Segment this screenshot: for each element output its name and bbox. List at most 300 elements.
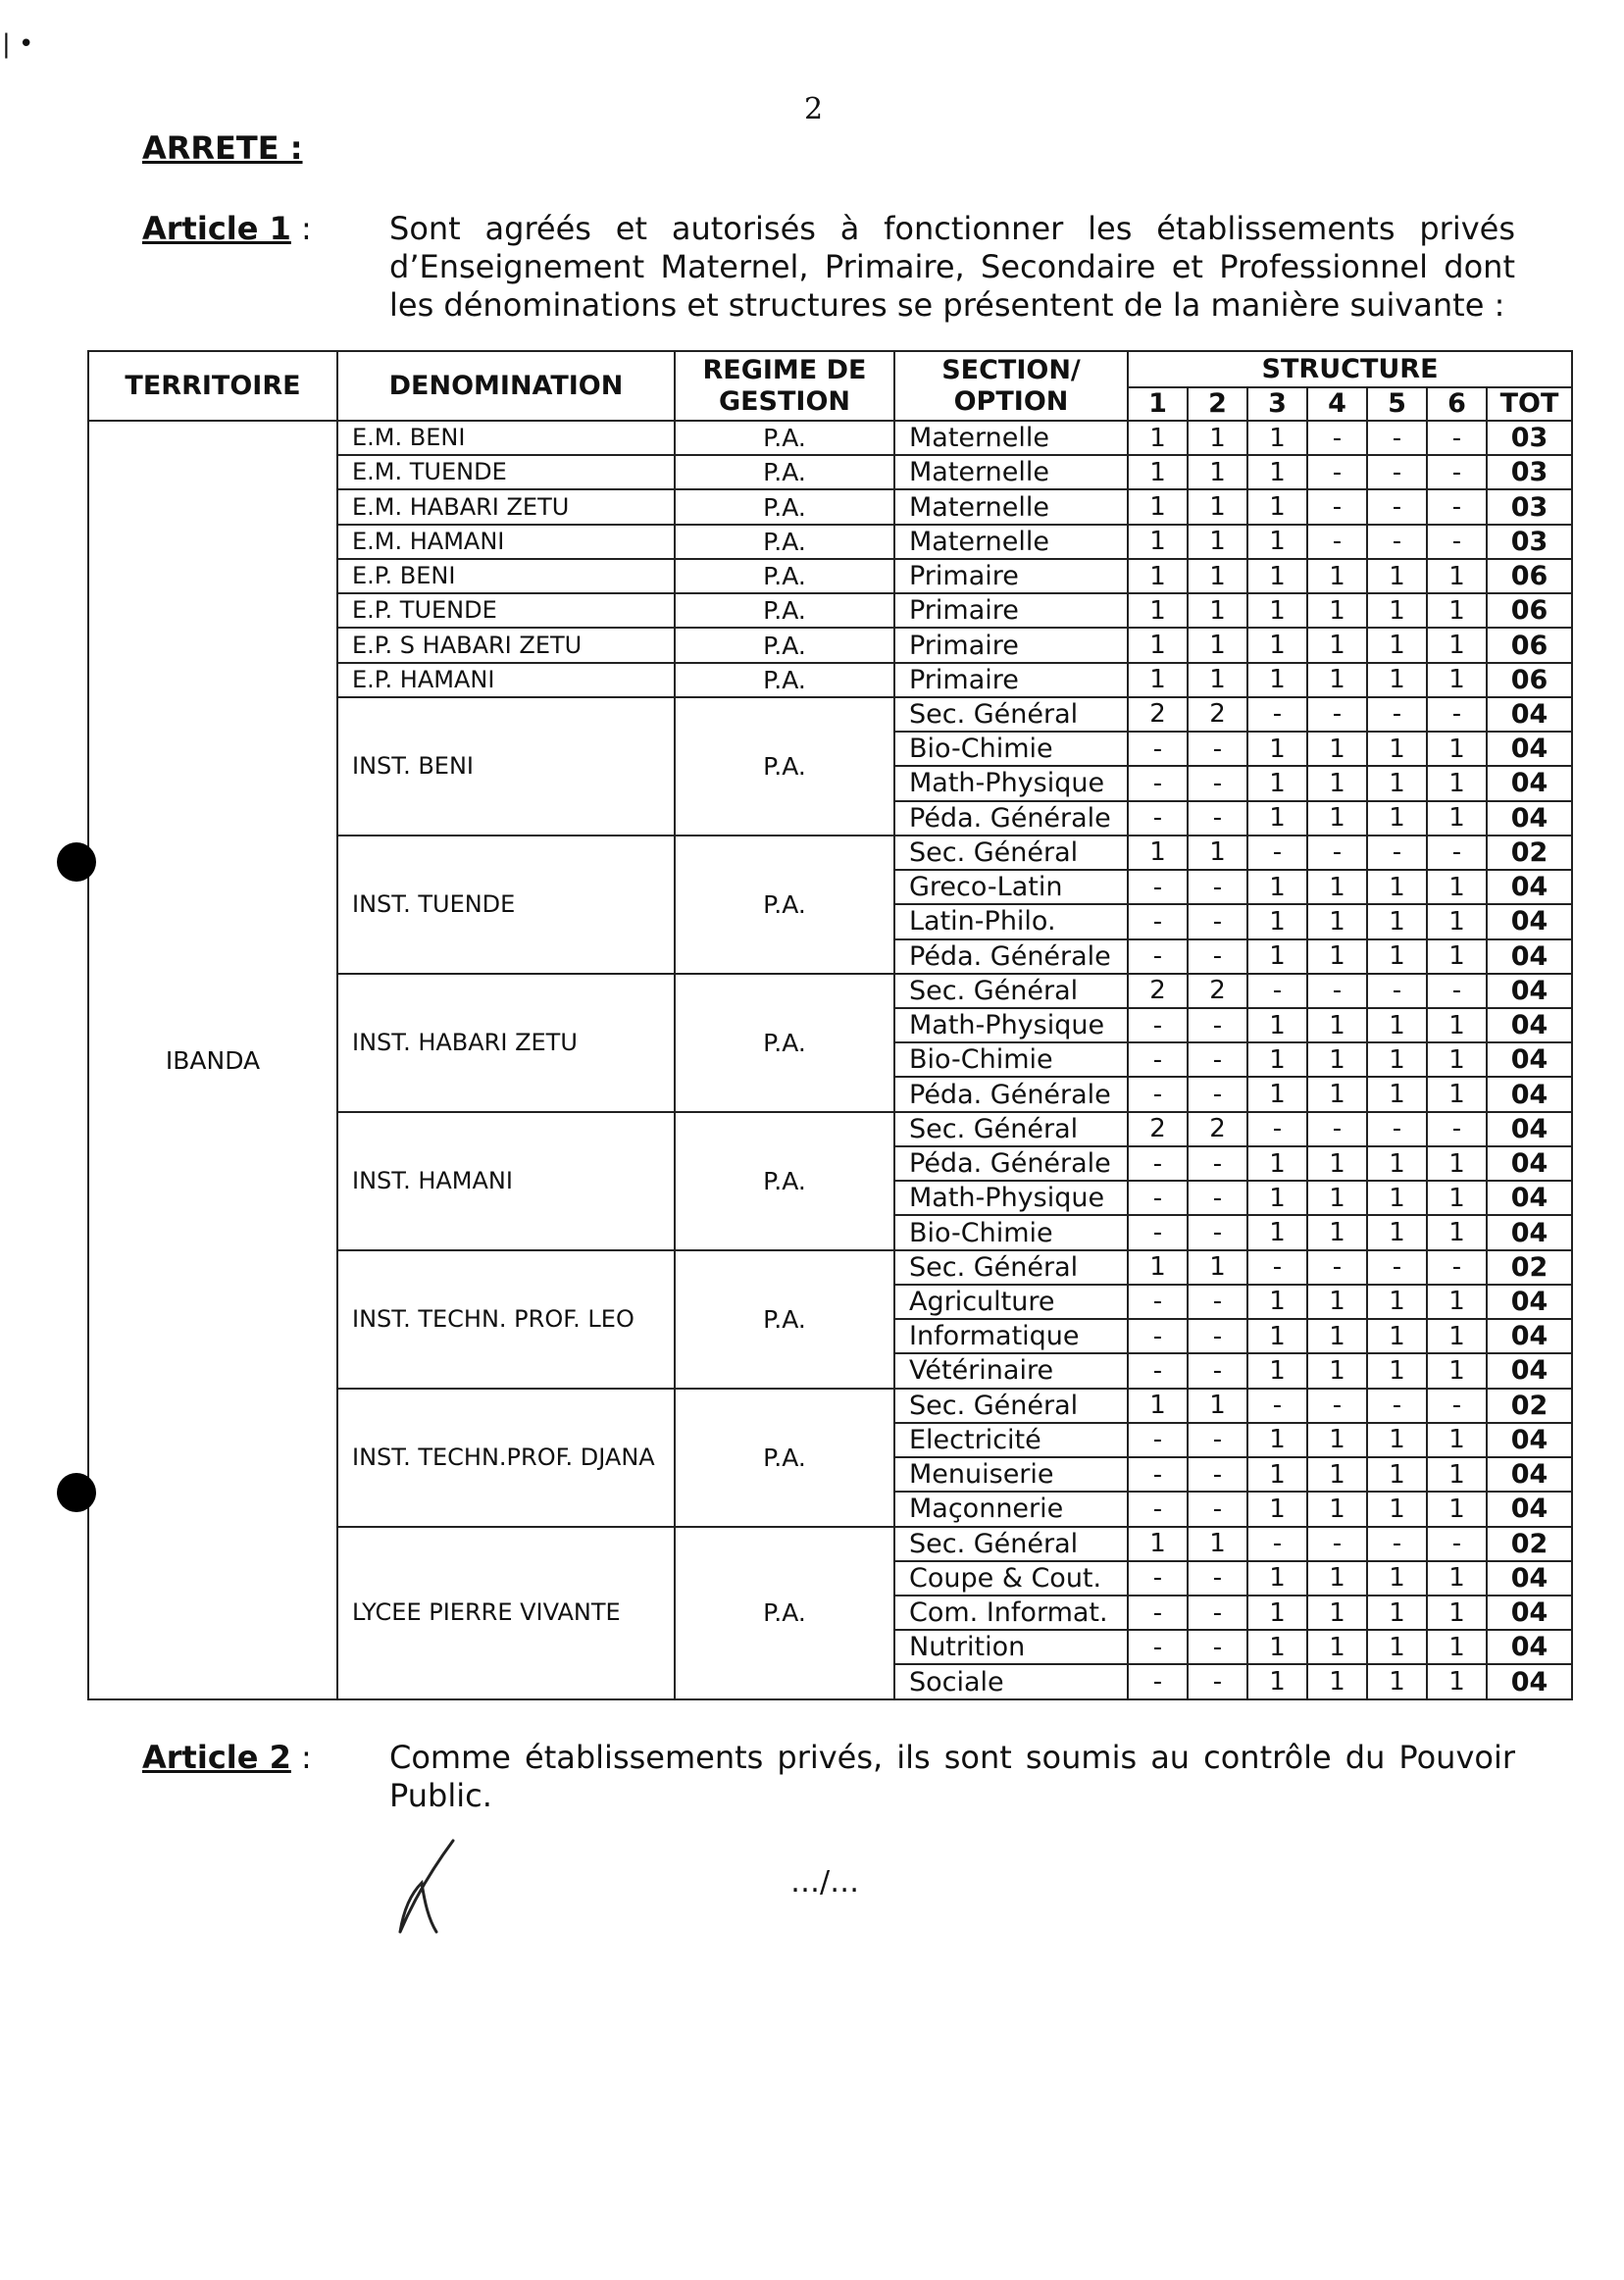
structure-cell-6: 1 bbox=[1427, 1319, 1487, 1353]
structure-cell-3: 1 bbox=[1247, 1146, 1307, 1181]
structure-cell-3: 1 bbox=[1247, 1077, 1307, 1111]
header-denomination: DENOMINATION bbox=[337, 351, 675, 421]
structure-cell-2: - bbox=[1188, 1596, 1247, 1630]
total-cell: 04 bbox=[1487, 1077, 1572, 1111]
structure-cell-4: 1 bbox=[1307, 870, 1367, 904]
section-cell: Bio-Chimie bbox=[894, 1042, 1128, 1077]
total-cell: 04 bbox=[1487, 974, 1572, 1008]
structure-cell-5: 1 bbox=[1367, 1042, 1427, 1077]
article2-label: Article 2 : bbox=[142, 1739, 312, 1776]
structure-cell-6: - bbox=[1427, 1112, 1487, 1146]
structure-cell-2: - bbox=[1188, 870, 1247, 904]
structure-cell-5: 1 bbox=[1367, 1596, 1427, 1630]
total-cell: 04 bbox=[1487, 1457, 1572, 1492]
structure-cell-2: 2 bbox=[1188, 1112, 1247, 1146]
structure-cell-2: 2 bbox=[1188, 974, 1247, 1008]
structure-cell-4: - bbox=[1307, 489, 1367, 524]
structure-cell-2: 1 bbox=[1188, 489, 1247, 524]
regime-cell: P.A. bbox=[675, 559, 894, 593]
total-cell: 06 bbox=[1487, 663, 1572, 697]
section-cell: Sec. Général bbox=[894, 836, 1128, 870]
structure-cell-5: - bbox=[1367, 836, 1427, 870]
structure-cell-5: 1 bbox=[1367, 1181, 1427, 1215]
denomination-cell: INST. TECHN. PROF. LEO bbox=[337, 1250, 675, 1389]
structure-cell-6: 1 bbox=[1427, 1353, 1487, 1388]
structure-cell-6: 1 bbox=[1427, 1423, 1487, 1457]
structure-cell-6: - bbox=[1427, 421, 1487, 455]
structure-cell-3: 1 bbox=[1247, 939, 1307, 974]
section-cell: Péda. Générale bbox=[894, 1077, 1128, 1111]
header-col-1: 1 bbox=[1128, 387, 1188, 421]
structure-cell-3: - bbox=[1247, 1389, 1307, 1423]
structure-cell-5: 1 bbox=[1367, 1319, 1427, 1353]
regime-cell: P.A. bbox=[675, 489, 894, 524]
structure-cell-3: - bbox=[1247, 974, 1307, 1008]
section-cell: Nutrition bbox=[894, 1630, 1128, 1664]
structure-cell-3: - bbox=[1247, 1250, 1307, 1285]
structure-cell-6: - bbox=[1427, 1250, 1487, 1285]
structure-cell-2: - bbox=[1188, 1353, 1247, 1388]
section-cell: Péda. Générale bbox=[894, 801, 1128, 836]
structure-cell-4: 1 bbox=[1307, 1561, 1367, 1596]
structure-cell-1: - bbox=[1128, 939, 1188, 974]
structure-cell-6: 1 bbox=[1427, 1285, 1487, 1319]
structure-cell-1: - bbox=[1128, 870, 1188, 904]
structure-cell-6: 1 bbox=[1427, 1492, 1487, 1526]
structure-cell-3: 1 bbox=[1247, 1423, 1307, 1457]
structure-cell-5: 1 bbox=[1367, 1146, 1427, 1181]
structure-cell-5: - bbox=[1367, 489, 1427, 524]
structure-cell-1: 1 bbox=[1128, 489, 1188, 524]
structure-cell-2: - bbox=[1188, 1492, 1247, 1526]
structure-cell-3: - bbox=[1247, 1112, 1307, 1146]
structure-cell-6: 1 bbox=[1427, 870, 1487, 904]
structure-cell-3: 1 bbox=[1247, 455, 1307, 489]
structure-cell-2: - bbox=[1188, 1664, 1247, 1699]
structure-cell-1: - bbox=[1128, 732, 1188, 766]
total-cell: 03 bbox=[1487, 455, 1572, 489]
structure-cell-4: - bbox=[1307, 836, 1367, 870]
structure-cell-1: 1 bbox=[1128, 559, 1188, 593]
total-cell: 04 bbox=[1487, 1112, 1572, 1146]
section-cell: Agriculture bbox=[894, 1285, 1128, 1319]
structure-cell-1: 1 bbox=[1128, 1250, 1188, 1285]
structure-cell-3: 1 bbox=[1247, 1561, 1307, 1596]
total-cell: 02 bbox=[1487, 836, 1572, 870]
structure-cell-4: 1 bbox=[1307, 1008, 1367, 1042]
structure-cell-5: 1 bbox=[1367, 1492, 1427, 1526]
structure-cell-5: 1 bbox=[1367, 559, 1427, 593]
section-cell: Maternelle bbox=[894, 455, 1128, 489]
section-cell: Sec. Général bbox=[894, 1389, 1128, 1423]
regime-cell: P.A. bbox=[675, 421, 894, 455]
structure-cell-2: 1 bbox=[1188, 525, 1247, 559]
regime-cell: P.A. bbox=[675, 1112, 894, 1250]
denomination-cell: E.P. BENI bbox=[337, 559, 675, 593]
structure-cell-3: 1 bbox=[1247, 870, 1307, 904]
header-col-6: 6 bbox=[1427, 387, 1487, 421]
structure-cell-4: 1 bbox=[1307, 1146, 1367, 1181]
structure-cell-6: 1 bbox=[1427, 1181, 1487, 1215]
structure-cell-4: 1 bbox=[1307, 1285, 1367, 1319]
structure-cell-3: 1 bbox=[1247, 1630, 1307, 1664]
structure-cell-3: 1 bbox=[1247, 628, 1307, 662]
total-cell: 04 bbox=[1487, 732, 1572, 766]
structure-cell-3: - bbox=[1247, 1527, 1307, 1561]
total-cell: 04 bbox=[1487, 1008, 1572, 1042]
structure-cell-5: 1 bbox=[1367, 1664, 1427, 1699]
structure-cell-5: - bbox=[1367, 455, 1427, 489]
structure-cell-6: 1 bbox=[1427, 1457, 1487, 1492]
structure-cell-5: - bbox=[1367, 1112, 1427, 1146]
structure-cell-3: 1 bbox=[1247, 525, 1307, 559]
structure-cell-6: 1 bbox=[1427, 1042, 1487, 1077]
section-cell: Math-Physique bbox=[894, 766, 1128, 800]
structure-cell-2: 1 bbox=[1188, 559, 1247, 593]
regime-cell: P.A. bbox=[675, 1250, 894, 1389]
total-cell: 04 bbox=[1487, 697, 1572, 732]
total-cell: 04 bbox=[1487, 1353, 1572, 1388]
structure-cell-4: 1 bbox=[1307, 801, 1367, 836]
structure-cell-4: - bbox=[1307, 1527, 1367, 1561]
structure-cell-1: - bbox=[1128, 1353, 1188, 1388]
structure-cell-1: - bbox=[1128, 1630, 1188, 1664]
structure-cell-6: 1 bbox=[1427, 801, 1487, 836]
structure-cell-1: - bbox=[1128, 1215, 1188, 1249]
structure-cell-6: 1 bbox=[1427, 1215, 1487, 1249]
header-territoire: TERRITOIRE bbox=[88, 351, 337, 421]
total-cell: 04 bbox=[1487, 1319, 1572, 1353]
structure-cell-1: - bbox=[1128, 1181, 1188, 1215]
structure-cell-1: - bbox=[1128, 1042, 1188, 1077]
total-cell: 02 bbox=[1487, 1250, 1572, 1285]
section-cell: Sec. Général bbox=[894, 697, 1128, 732]
structure-cell-6: 1 bbox=[1427, 663, 1487, 697]
regime-cell: P.A. bbox=[675, 1389, 894, 1527]
section-cell: Péda. Générale bbox=[894, 939, 1128, 974]
structure-cell-2: - bbox=[1188, 1319, 1247, 1353]
section-cell: Coupe & Cout. bbox=[894, 1561, 1128, 1596]
structure-cell-1: - bbox=[1128, 1457, 1188, 1492]
structure-cell-1: 1 bbox=[1128, 1527, 1188, 1561]
structure-cell-3: 1 bbox=[1247, 1319, 1307, 1353]
structure-cell-3: 1 bbox=[1247, 489, 1307, 524]
section-cell: Maternelle bbox=[894, 525, 1128, 559]
section-cell: Bio-Chimie bbox=[894, 1215, 1128, 1249]
structure-cell-4: 1 bbox=[1307, 1457, 1367, 1492]
denomination-cell: INST. HAMANI bbox=[337, 1112, 675, 1250]
section-cell: Math-Physique bbox=[894, 1008, 1128, 1042]
structure-cell-6: - bbox=[1427, 697, 1487, 732]
structure-cell-1: - bbox=[1128, 1664, 1188, 1699]
header-col-4: 4 bbox=[1307, 387, 1367, 421]
structure-cell-1: 1 bbox=[1128, 593, 1188, 628]
table-row bbox=[88, 421, 1572, 455]
total-cell: 04 bbox=[1487, 904, 1572, 938]
corner-mark: | • bbox=[2, 29, 34, 59]
structure-cell-1: 1 bbox=[1128, 628, 1188, 662]
structure-cell-4: 1 bbox=[1307, 904, 1367, 938]
structure-cell-5: 1 bbox=[1367, 1008, 1427, 1042]
structure-cell-5: - bbox=[1367, 974, 1427, 1008]
structure-cell-2: - bbox=[1188, 766, 1247, 800]
regime-cell: P.A. bbox=[675, 455, 894, 489]
total-cell: 06 bbox=[1487, 593, 1572, 628]
structure-cell-5: 1 bbox=[1367, 593, 1427, 628]
structure-cell-4: 1 bbox=[1307, 1077, 1367, 1111]
signature-mark bbox=[392, 1839, 481, 1937]
structure-cell-4: 1 bbox=[1307, 1664, 1367, 1699]
structure-cell-5: - bbox=[1367, 421, 1427, 455]
total-cell: 04 bbox=[1487, 1181, 1572, 1215]
structure-cell-3: 1 bbox=[1247, 801, 1307, 836]
article1-label: Article 1 : bbox=[142, 210, 312, 247]
structure-cell-1: 1 bbox=[1128, 663, 1188, 697]
structure-cell-4: 1 bbox=[1307, 1353, 1367, 1388]
section-cell: Latin-Philo. bbox=[894, 904, 1128, 938]
structure-cell-1: 1 bbox=[1128, 836, 1188, 870]
structure-cell-4: - bbox=[1307, 1112, 1367, 1146]
structure-cell-5: 1 bbox=[1367, 870, 1427, 904]
structure-cell-6: 1 bbox=[1427, 766, 1487, 800]
structure-cell-4: - bbox=[1307, 525, 1367, 559]
header-structure: STRUCTURE bbox=[1128, 351, 1572, 387]
header-col-tot: TOT bbox=[1487, 387, 1572, 421]
structure-cell-4: - bbox=[1307, 1389, 1367, 1423]
total-cell: 06 bbox=[1487, 559, 1572, 593]
structure-cell-4: - bbox=[1307, 697, 1367, 732]
denomination-cell: INST. HABARI ZETU bbox=[337, 974, 675, 1112]
denomination-cell: INST. BENI bbox=[337, 697, 675, 836]
section-cell: Sec. Général bbox=[894, 1112, 1128, 1146]
structure-cell-3: 1 bbox=[1247, 421, 1307, 455]
section-cell: Sec. Général bbox=[894, 974, 1128, 1008]
section-cell: Primaire bbox=[894, 628, 1128, 662]
section-cell: Maçonnerie bbox=[894, 1492, 1128, 1526]
total-cell: 06 bbox=[1487, 628, 1572, 662]
structure-cell-1: - bbox=[1128, 1596, 1188, 1630]
structure-cell-2: 1 bbox=[1188, 628, 1247, 662]
total-cell: 03 bbox=[1487, 489, 1572, 524]
section-cell: Sociale bbox=[894, 1664, 1128, 1699]
structure-cell-6: 1 bbox=[1427, 939, 1487, 974]
structure-cell-2: - bbox=[1188, 1423, 1247, 1457]
structure-cell-5: - bbox=[1367, 1250, 1427, 1285]
section-cell: Primaire bbox=[894, 663, 1128, 697]
structure-cell-5: - bbox=[1367, 525, 1427, 559]
section-cell: Com. Informat. bbox=[894, 1596, 1128, 1630]
structure-cell-1: - bbox=[1128, 801, 1188, 836]
structure-cell-5: 1 bbox=[1367, 1285, 1427, 1319]
denomination-cell: E.M. HAMANI bbox=[337, 525, 675, 559]
schools-table bbox=[87, 350, 1573, 1700]
structure-cell-1: - bbox=[1128, 1285, 1188, 1319]
total-cell: 04 bbox=[1487, 1285, 1572, 1319]
structure-cell-2: 1 bbox=[1188, 455, 1247, 489]
structure-cell-2: - bbox=[1188, 1181, 1247, 1215]
total-cell: 03 bbox=[1487, 421, 1572, 455]
structure-cell-3: 1 bbox=[1247, 1664, 1307, 1699]
structure-cell-6: 1 bbox=[1427, 628, 1487, 662]
total-cell: 04 bbox=[1487, 939, 1572, 974]
continuation-mark: …/… bbox=[790, 1865, 860, 1900]
section-cell: Bio-Chimie bbox=[894, 732, 1128, 766]
structure-cell-4: 1 bbox=[1307, 1319, 1367, 1353]
structure-cell-1: - bbox=[1128, 904, 1188, 938]
total-cell: 04 bbox=[1487, 1215, 1572, 1249]
structure-cell-5: 1 bbox=[1367, 1423, 1427, 1457]
structure-cell-5: 1 bbox=[1367, 904, 1427, 938]
structure-cell-6: - bbox=[1427, 489, 1487, 524]
punch-hole bbox=[57, 842, 96, 882]
header-section: SECTION/ OPTION bbox=[894, 351, 1128, 421]
page-number: 2 bbox=[804, 92, 824, 127]
structure-cell-1: 1 bbox=[1128, 1389, 1188, 1423]
section-cell: Primaire bbox=[894, 593, 1128, 628]
header-col-3: 3 bbox=[1247, 387, 1307, 421]
total-cell: 04 bbox=[1487, 1596, 1572, 1630]
section-cell: Maternelle bbox=[894, 489, 1128, 524]
structure-cell-3: 1 bbox=[1247, 1492, 1307, 1526]
structure-cell-1: - bbox=[1128, 1492, 1188, 1526]
total-cell: 03 bbox=[1487, 525, 1572, 559]
section-cell: Vétérinaire bbox=[894, 1353, 1128, 1388]
structure-cell-2: - bbox=[1188, 904, 1247, 938]
structure-cell-4: 1 bbox=[1307, 1042, 1367, 1077]
structure-cell-2: - bbox=[1188, 801, 1247, 836]
structure-cell-6: 1 bbox=[1427, 559, 1487, 593]
section-cell: Math-Physique bbox=[894, 1181, 1128, 1215]
structure-cell-6: 1 bbox=[1427, 904, 1487, 938]
structure-cell-5: 1 bbox=[1367, 1457, 1427, 1492]
structure-cell-4: 1 bbox=[1307, 732, 1367, 766]
total-cell: 04 bbox=[1487, 1492, 1572, 1526]
structure-cell-6: 1 bbox=[1427, 1146, 1487, 1181]
total-cell: 04 bbox=[1487, 1042, 1572, 1077]
structure-cell-2: - bbox=[1188, 1630, 1247, 1664]
structure-cell-5: 1 bbox=[1367, 1630, 1427, 1664]
structure-cell-3: 1 bbox=[1247, 1008, 1307, 1042]
structure-cell-2: 2 bbox=[1188, 697, 1247, 732]
structure-cell-3: 1 bbox=[1247, 559, 1307, 593]
structure-cell-3: 1 bbox=[1247, 663, 1307, 697]
regime-cell: P.A. bbox=[675, 593, 894, 628]
structure-cell-3: 1 bbox=[1247, 904, 1307, 938]
structure-cell-2: - bbox=[1188, 1077, 1247, 1111]
section-cell: Sec. Général bbox=[894, 1250, 1128, 1285]
structure-cell-1: - bbox=[1128, 1008, 1188, 1042]
regime-cell: P.A. bbox=[675, 663, 894, 697]
section-cell: Greco-Latin bbox=[894, 870, 1128, 904]
structure-cell-5: 1 bbox=[1367, 663, 1427, 697]
denomination-cell: E.M. TUENDE bbox=[337, 455, 675, 489]
regime-cell: P.A. bbox=[675, 628, 894, 662]
denomination-cell: E.P. HAMANI bbox=[337, 663, 675, 697]
header-regime: REGIME DE GESTION bbox=[675, 351, 894, 421]
structure-cell-6: - bbox=[1427, 1527, 1487, 1561]
total-cell: 02 bbox=[1487, 1389, 1572, 1423]
header-col-5: 5 bbox=[1367, 387, 1427, 421]
heading-arrete: ARRETE : bbox=[142, 129, 303, 167]
structure-cell-1: - bbox=[1128, 1561, 1188, 1596]
structure-cell-3: 1 bbox=[1247, 1596, 1307, 1630]
regime-cell: P.A. bbox=[675, 697, 894, 836]
structure-cell-5: - bbox=[1367, 697, 1427, 732]
structure-cell-5: 1 bbox=[1367, 766, 1427, 800]
structure-cell-6: - bbox=[1427, 974, 1487, 1008]
structure-cell-2: 1 bbox=[1188, 663, 1247, 697]
structure-cell-4: - bbox=[1307, 974, 1367, 1008]
structure-cell-2: 1 bbox=[1188, 1389, 1247, 1423]
header-col-2: 2 bbox=[1188, 387, 1247, 421]
structure-cell-4: 1 bbox=[1307, 1423, 1367, 1457]
structure-cell-2: 1 bbox=[1188, 421, 1247, 455]
structure-cell-6: 1 bbox=[1427, 1664, 1487, 1699]
total-cell: 04 bbox=[1487, 870, 1572, 904]
structure-cell-5: 1 bbox=[1367, 628, 1427, 662]
denomination-cell: E.P. TUENDE bbox=[337, 593, 675, 628]
structure-cell-6: 1 bbox=[1427, 1630, 1487, 1664]
total-cell: 04 bbox=[1487, 766, 1572, 800]
total-cell: 04 bbox=[1487, 1561, 1572, 1596]
structure-cell-5: - bbox=[1367, 1527, 1427, 1561]
structure-cell-5: 1 bbox=[1367, 939, 1427, 974]
structure-cell-1: - bbox=[1128, 1423, 1188, 1457]
structure-cell-2: - bbox=[1188, 1285, 1247, 1319]
structure-cell-1: - bbox=[1128, 1077, 1188, 1111]
structure-cell-4: - bbox=[1307, 421, 1367, 455]
structure-cell-1: - bbox=[1128, 1319, 1188, 1353]
structure-cell-2: - bbox=[1188, 732, 1247, 766]
structure-cell-2: - bbox=[1188, 939, 1247, 974]
structure-cell-2: - bbox=[1188, 1215, 1247, 1249]
structure-cell-6: 1 bbox=[1427, 1596, 1487, 1630]
regime-cell: P.A. bbox=[675, 836, 894, 974]
structure-cell-5: 1 bbox=[1367, 1077, 1427, 1111]
article1-text: Sont agréés et autorisés à fonctionner les établissements privés d’Enseignement Maternel, Primaire, Secondaire et Professionnel dont les dénominations et structures se présentent de la manière suivante : bbox=[389, 210, 1515, 324]
structure-cell-3: 1 bbox=[1247, 1285, 1307, 1319]
structure-cell-3: 1 bbox=[1247, 1353, 1307, 1388]
punch-hole bbox=[57, 1473, 96, 1512]
structure-cell-4: 1 bbox=[1307, 1492, 1367, 1526]
structure-cell-1: 2 bbox=[1128, 1112, 1188, 1146]
structure-cell-1: - bbox=[1128, 766, 1188, 800]
total-cell: 04 bbox=[1487, 1423, 1572, 1457]
denomination-cell: INST. TECHN.PROF. DJANA bbox=[337, 1389, 675, 1527]
structure-cell-4: 1 bbox=[1307, 1215, 1367, 1249]
structure-cell-3: 1 bbox=[1247, 1181, 1307, 1215]
structure-cell-6: - bbox=[1427, 836, 1487, 870]
structure-cell-3: 1 bbox=[1247, 593, 1307, 628]
structure-cell-1: 1 bbox=[1128, 455, 1188, 489]
structure-cell-3: 1 bbox=[1247, 766, 1307, 800]
structure-cell-2: 1 bbox=[1188, 1527, 1247, 1561]
structure-cell-1: 2 bbox=[1128, 697, 1188, 732]
denomination-cell: INST. TUENDE bbox=[337, 836, 675, 974]
article2-text: Comme établissements privés, ils sont soumis au contrôle du Pouvoir Public. bbox=[389, 1739, 1515, 1814]
structure-cell-2: - bbox=[1188, 1457, 1247, 1492]
structure-cell-6: 1 bbox=[1427, 1077, 1487, 1111]
structure-cell-5: 1 bbox=[1367, 1561, 1427, 1596]
total-cell: 04 bbox=[1487, 801, 1572, 836]
structure-cell-4: 1 bbox=[1307, 939, 1367, 974]
structure-cell-6: 1 bbox=[1427, 732, 1487, 766]
section-cell: Péda. Générale bbox=[894, 1146, 1128, 1181]
regime-cell: P.A. bbox=[675, 974, 894, 1112]
section-cell: Sec. Général bbox=[894, 1527, 1128, 1561]
total-cell: 04 bbox=[1487, 1630, 1572, 1664]
structure-cell-2: - bbox=[1188, 1561, 1247, 1596]
